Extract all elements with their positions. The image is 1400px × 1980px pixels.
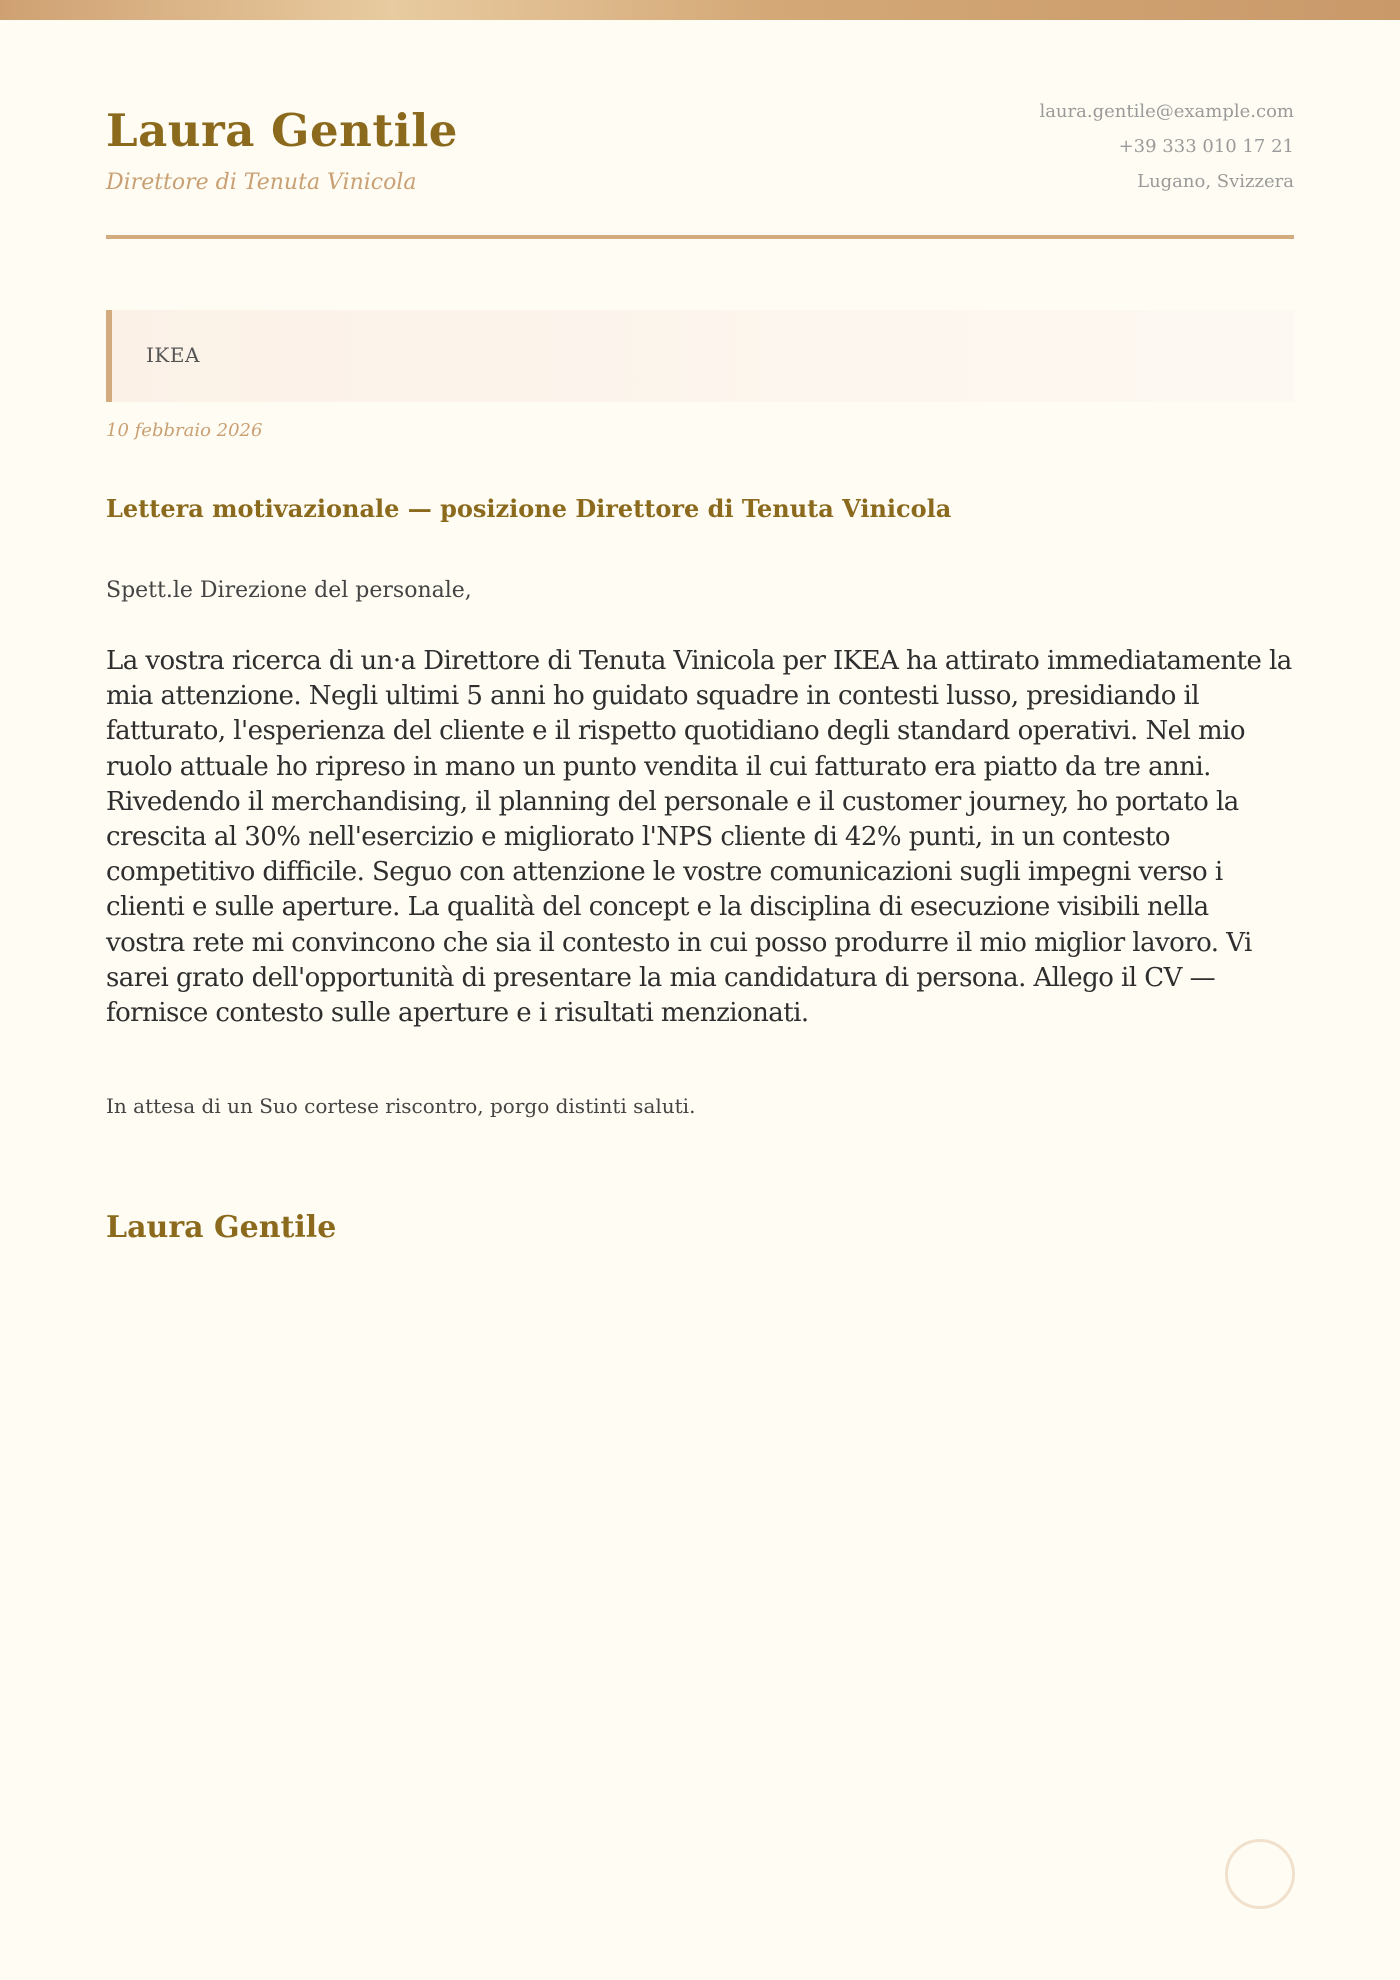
letter-salutation: Spett.le Direzione del personale, <box>106 578 472 603</box>
contact-location: Lugano, Svizzera <box>1137 171 1294 192</box>
contact-phone[interactable]: +39 333 010 17 21 <box>1118 136 1294 157</box>
letter-body: La vostra ricerca di un·a Direttore di Tenuta Vinicola per IKEA ha attirato immediatamente la mia attenzione. Negli ultimi 5 anni ho guidato squadre in contesti lusso, presidiando il fatturato, l'esperienza del cliente e il rispetto quotidiano degli standard operativi. Nel mio ruolo attuale ho ripreso in mano un punto vendita il cui fatturato era piatto da tre anni. Rivedendo il merchandising, il planning del personale e il customer journey, ho portato la crescita al 30% nell'esercizio e migliorato l'NPS cliente di 42% punti, in un contesto competitivo difficile. Seguo con attenzione le vostre comunicazioni sugli impegni verso i clienti e sulle aperture. La qualità del concept e la disciplina di esecuzione visibili nella vostra rete mi convincono che sia il contesto in cui posso produrre il mio miglior lavoro. Vi sarei grato dell'opportunità di presentare la mia candidatura di persona. Allego il CV — fornisce contesto sulle aperture e i risultati menzionati. <box>106 646 1292 1029</box>
letter-closing: In attesa di un Suo cortese riscontro, porgo distinti saluti. <box>106 1094 696 1118</box>
decorative-seal-circle <box>1225 1839 1295 1909</box>
sender-name: Laura Gentile <box>106 104 458 157</box>
contact-email[interactable]: laura.gentile@example.com <box>1039 101 1294 122</box>
sender-role: Direttore di Tenuta Vinicola <box>106 170 417 195</box>
letter-signature: Laura Gentile <box>106 1210 337 1245</box>
header-divider <box>106 235 1294 239</box>
letter-date: 10 febbraio 2026 <box>106 420 263 441</box>
letter-subject: Lettera motivazionale — posizione Direttore di Tenuta Vinicola <box>106 494 952 523</box>
recipient-company: IKEA <box>146 343 200 367</box>
top-accent-bar <box>0 0 1400 20</box>
letter-header <box>106 100 1294 240</box>
recipient-box <box>106 310 1294 402</box>
contact-block <box>1039 100 1294 205</box>
